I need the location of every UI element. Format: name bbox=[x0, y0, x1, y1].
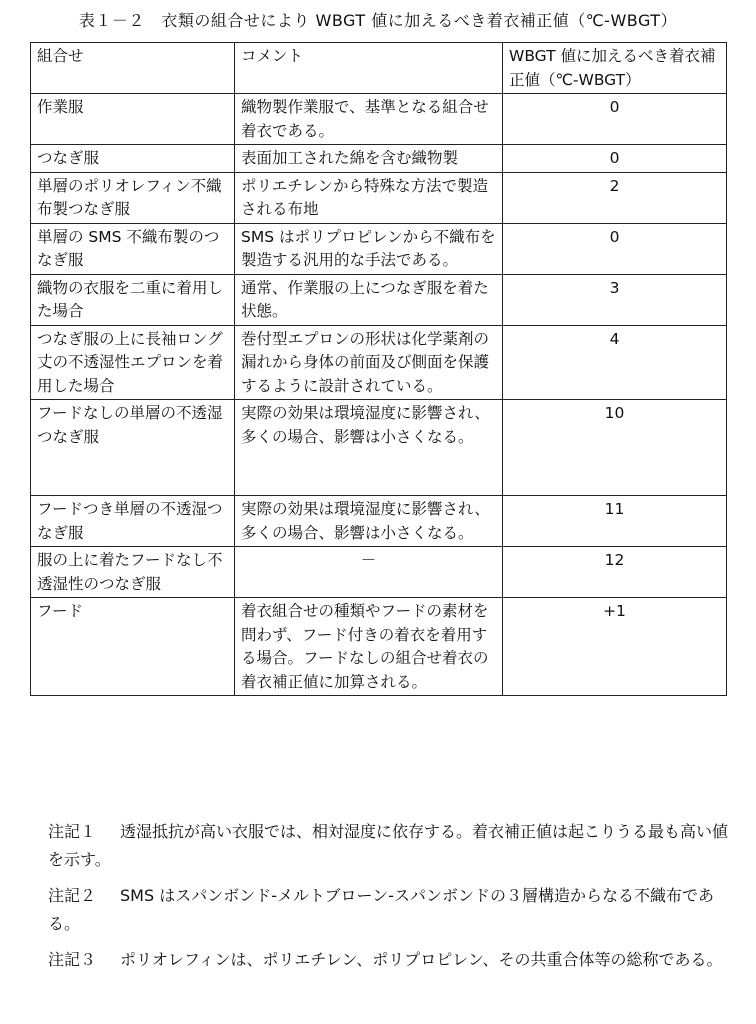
combo-cell: フードなしの単層の不透湿つなぎ服 bbox=[31, 400, 235, 496]
table-row bbox=[31, 325, 727, 400]
note-label: 注記１ bbox=[48, 822, 97, 841]
table-row bbox=[31, 223, 727, 274]
comment-cell: ポリエチレンから特殊な方法で製造される布地 bbox=[235, 172, 503, 223]
table-row bbox=[31, 496, 727, 547]
header-value: WBGT 値に加えるべき着衣補正値（℃-WBGT） bbox=[503, 43, 727, 94]
combo-cell: 服の上に着たフードなし不透湿性のつなぎ服 bbox=[31, 547, 235, 598]
value-cell: 12 bbox=[503, 547, 727, 598]
combo-cell: 織物の衣服を二重に着用した場合 bbox=[31, 274, 235, 325]
note-label: 注記３ bbox=[48, 950, 97, 969]
note-label: 注記２ bbox=[48, 886, 97, 905]
comment-cell: 織物製作業服で、基準となる組合せ着衣である。 bbox=[235, 94, 503, 145]
comment-cell: 通常、作業服の上につなぎ服を着た状態。 bbox=[235, 274, 503, 325]
value-cell: 0 bbox=[503, 223, 727, 274]
table-row bbox=[31, 400, 727, 496]
table-row bbox=[31, 547, 727, 598]
note-1 bbox=[48, 818, 728, 874]
comment-cell: 表面加工された綿を含む織物製 bbox=[235, 145, 503, 173]
note-3 bbox=[48, 946, 728, 974]
value-cell: 0 bbox=[503, 145, 727, 173]
value-cell: 0 bbox=[503, 94, 727, 145]
header-combo: 組合せ bbox=[31, 43, 235, 94]
combo-cell: フード bbox=[31, 598, 235, 696]
clothing-adjustment-table bbox=[30, 42, 727, 696]
combo-cell: つなぎ服の上に長袖ロング丈の不透湿性エプロンを着用した場合 bbox=[31, 325, 235, 400]
combo-cell: つなぎ服 bbox=[31, 145, 235, 173]
value-cell: 11 bbox=[503, 496, 727, 547]
comment-cell: 実際の効果は環境湿度に影響され、多くの場合、影響は小さくなる。 bbox=[235, 400, 503, 496]
table-row bbox=[31, 598, 727, 696]
value-cell: 3 bbox=[503, 274, 727, 325]
comment-cell: 実際の効果は環境湿度に影響され、多くの場合、影響は小さくなる。 bbox=[235, 496, 503, 547]
table-header-row bbox=[31, 43, 727, 94]
notes-section bbox=[48, 818, 728, 982]
table-row bbox=[31, 274, 727, 325]
note-2 bbox=[48, 882, 728, 938]
comment-cell: 巻付型エプロンの形状は化学薬剤の漏れから身体の前面及び側面を保護するように設計されている。 bbox=[235, 325, 503, 400]
note-text: SMS はスパンボンド-メルトブローン-スパンボンドの３層構造からなる不織布である。 bbox=[48, 886, 714, 933]
value-cell: 4 bbox=[503, 325, 727, 400]
note-text: 透湿抵抗が高い衣服では、相対湿度に依存する。着衣補正値は起こりうる最も高い値を示す。 bbox=[48, 822, 729, 869]
combo-cell: 作業服 bbox=[31, 94, 235, 145]
table-row bbox=[31, 145, 727, 173]
note-text: ポリオレフィンは、ポリエチレン、ポリプロピレン、その共重合体等の総称である。 bbox=[120, 950, 723, 969]
comment-cell: 着衣組合せの種類やフードの素材を問わず、フード付きの着衣を着用する場合。フードなしの組合せ着衣の着衣補正値に加算される。 bbox=[235, 598, 503, 696]
table-row bbox=[31, 94, 727, 145]
combo-cell: 単層の SMS 不織布製のつなぎ服 bbox=[31, 223, 235, 274]
value-cell: 2 bbox=[503, 172, 727, 223]
table-title: 表１－２ 衣類の組合せにより WBGT 値に加えるべき着衣補正値（℃-WBGT） bbox=[78, 11, 678, 30]
value-cell: +1 bbox=[503, 598, 727, 696]
combo-cell: 単層のポリオレフィン不織布製つなぎ服 bbox=[31, 172, 235, 223]
value-cell: 10 bbox=[503, 400, 727, 496]
header-comment: コメント bbox=[235, 43, 503, 94]
table-row bbox=[31, 172, 727, 223]
comment-cell: SMS はポリプロピレンから不織布を製造する汎用的な手法である。 bbox=[235, 223, 503, 274]
combo-cell: フードつき単層の不透湿つなぎ服 bbox=[31, 496, 235, 547]
comment-cell: － bbox=[235, 547, 503, 598]
